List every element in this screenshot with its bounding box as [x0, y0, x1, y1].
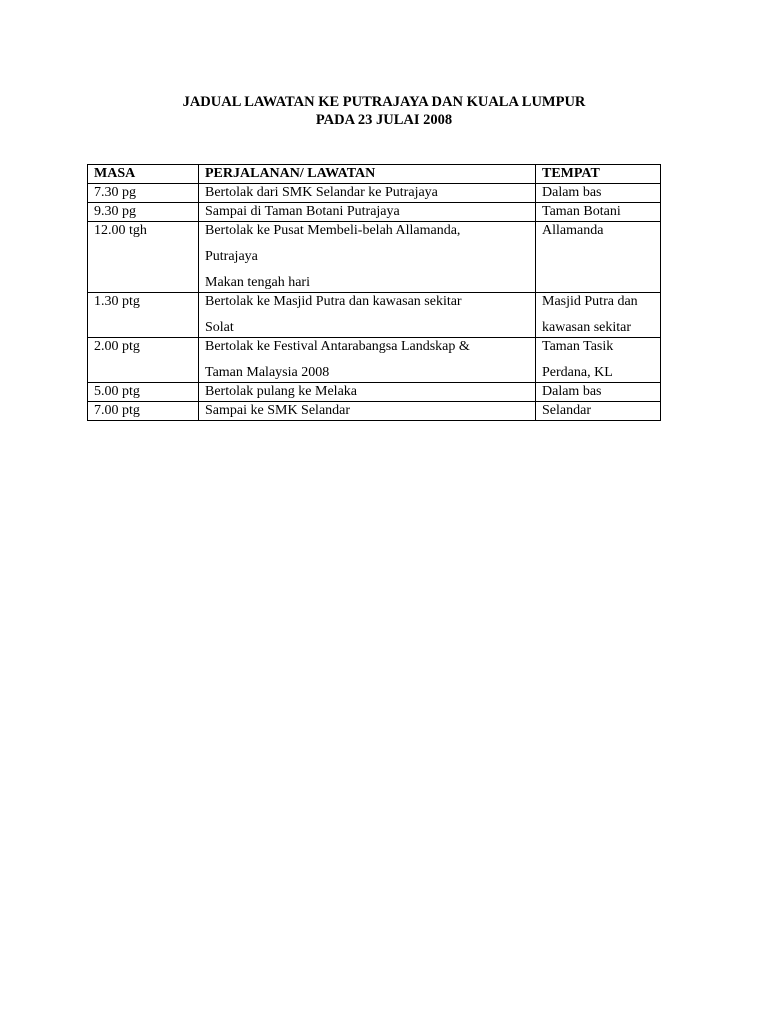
perjalanan-text: Sampai ke SMK Selandar — [205, 403, 351, 418]
cell-perjalanan — [199, 222, 536, 293]
title-line-2: PADA 23 JULAI 2008 — [315, 112, 453, 128]
tempat-text: Perdana, KL — [542, 365, 613, 380]
tempat-text: kawasan sekitar — [542, 320, 632, 335]
tempat-text: Dalam bas — [542, 185, 602, 200]
table-row — [88, 402, 661, 421]
perjalanan-text: Bertolak ke Masjid Putra dan kawasan sekitar — [205, 294, 462, 309]
header-masa: MASA — [88, 165, 199, 184]
header-tempat: TEMPAT — [536, 165, 661, 184]
cell-perjalanan — [199, 203, 536, 222]
cell-perjalanan — [199, 402, 536, 421]
title-line-1: JADUAL LAWATAN KE PUTRAJAYA DAN KUALA LUMPUR — [182, 94, 586, 110]
tempat-text: Masjid Putra dan — [542, 294, 638, 309]
tempat-text: Allamanda — [542, 223, 604, 238]
cell-perjalanan — [199, 338, 536, 383]
masa-text: 7.30 pg — [94, 185, 136, 200]
table-row — [88, 184, 661, 203]
perjalanan-text: Putrajaya — [205, 249, 258, 264]
cell-masa — [88, 383, 199, 402]
masa-text: 12.00 tgh — [94, 223, 147, 238]
cell-masa — [88, 203, 199, 222]
masa-text: 5.00 ptg — [94, 384, 140, 399]
cell-perjalanan — [199, 383, 536, 402]
table-row — [88, 383, 661, 402]
cell-perjalanan — [199, 184, 536, 203]
masa-text: 9.30 pg — [94, 204, 136, 219]
cell-tempat — [536, 383, 661, 402]
perjalanan-text: Taman Malaysia 2008 — [205, 365, 330, 380]
table-header-row — [88, 165, 661, 184]
cell-tempat — [536, 222, 661, 293]
cell-masa — [88, 222, 199, 293]
perjalanan-text: Solat — [205, 320, 234, 335]
masa-text: 1.30 ptg — [94, 294, 140, 309]
cell-tempat — [536, 293, 661, 338]
cell-masa — [88, 184, 199, 203]
tempat-text: Dalam bas — [542, 384, 602, 399]
masa-text: 2.00 ptg — [94, 339, 140, 354]
tempat-text: Taman Tasik — [542, 339, 614, 354]
table-row — [88, 203, 661, 222]
cell-perjalanan — [199, 293, 536, 338]
masa-text: 7.00 ptg — [94, 403, 140, 418]
perjalanan-text: Bertolak pulang ke Melaka — [205, 384, 358, 399]
perjalanan-text: Bertolak ke Pusat Membeli-belah Allamanda, — [205, 223, 461, 238]
perjalanan-text: Bertolak dari SMK Selandar ke Putrajaya — [205, 185, 438, 200]
tempat-text: Taman Botani — [542, 204, 621, 219]
cell-masa — [88, 338, 199, 383]
schedule-table — [87, 164, 661, 421]
cell-tempat — [536, 338, 661, 383]
perjalanan-text: Bertolak ke Festival Antarabangsa Landskap & — [205, 339, 470, 354]
header-perjalanan: PERJALANAN/ LAWATAN — [199, 165, 536, 184]
cell-tempat — [536, 402, 661, 421]
document-title — [0, 93, 768, 129]
perjalanan-text: Sampai di Taman Botani Putrajaya — [205, 204, 400, 219]
cell-tempat — [536, 203, 661, 222]
table-row — [88, 338, 661, 383]
perjalanan-text: Makan tengah hari — [205, 275, 310, 290]
cell-tempat — [536, 184, 661, 203]
cell-masa — [88, 293, 199, 338]
table-row — [88, 293, 661, 338]
table-row — [88, 222, 661, 293]
cell-masa — [88, 402, 199, 421]
tempat-text: Selandar — [542, 403, 591, 418]
